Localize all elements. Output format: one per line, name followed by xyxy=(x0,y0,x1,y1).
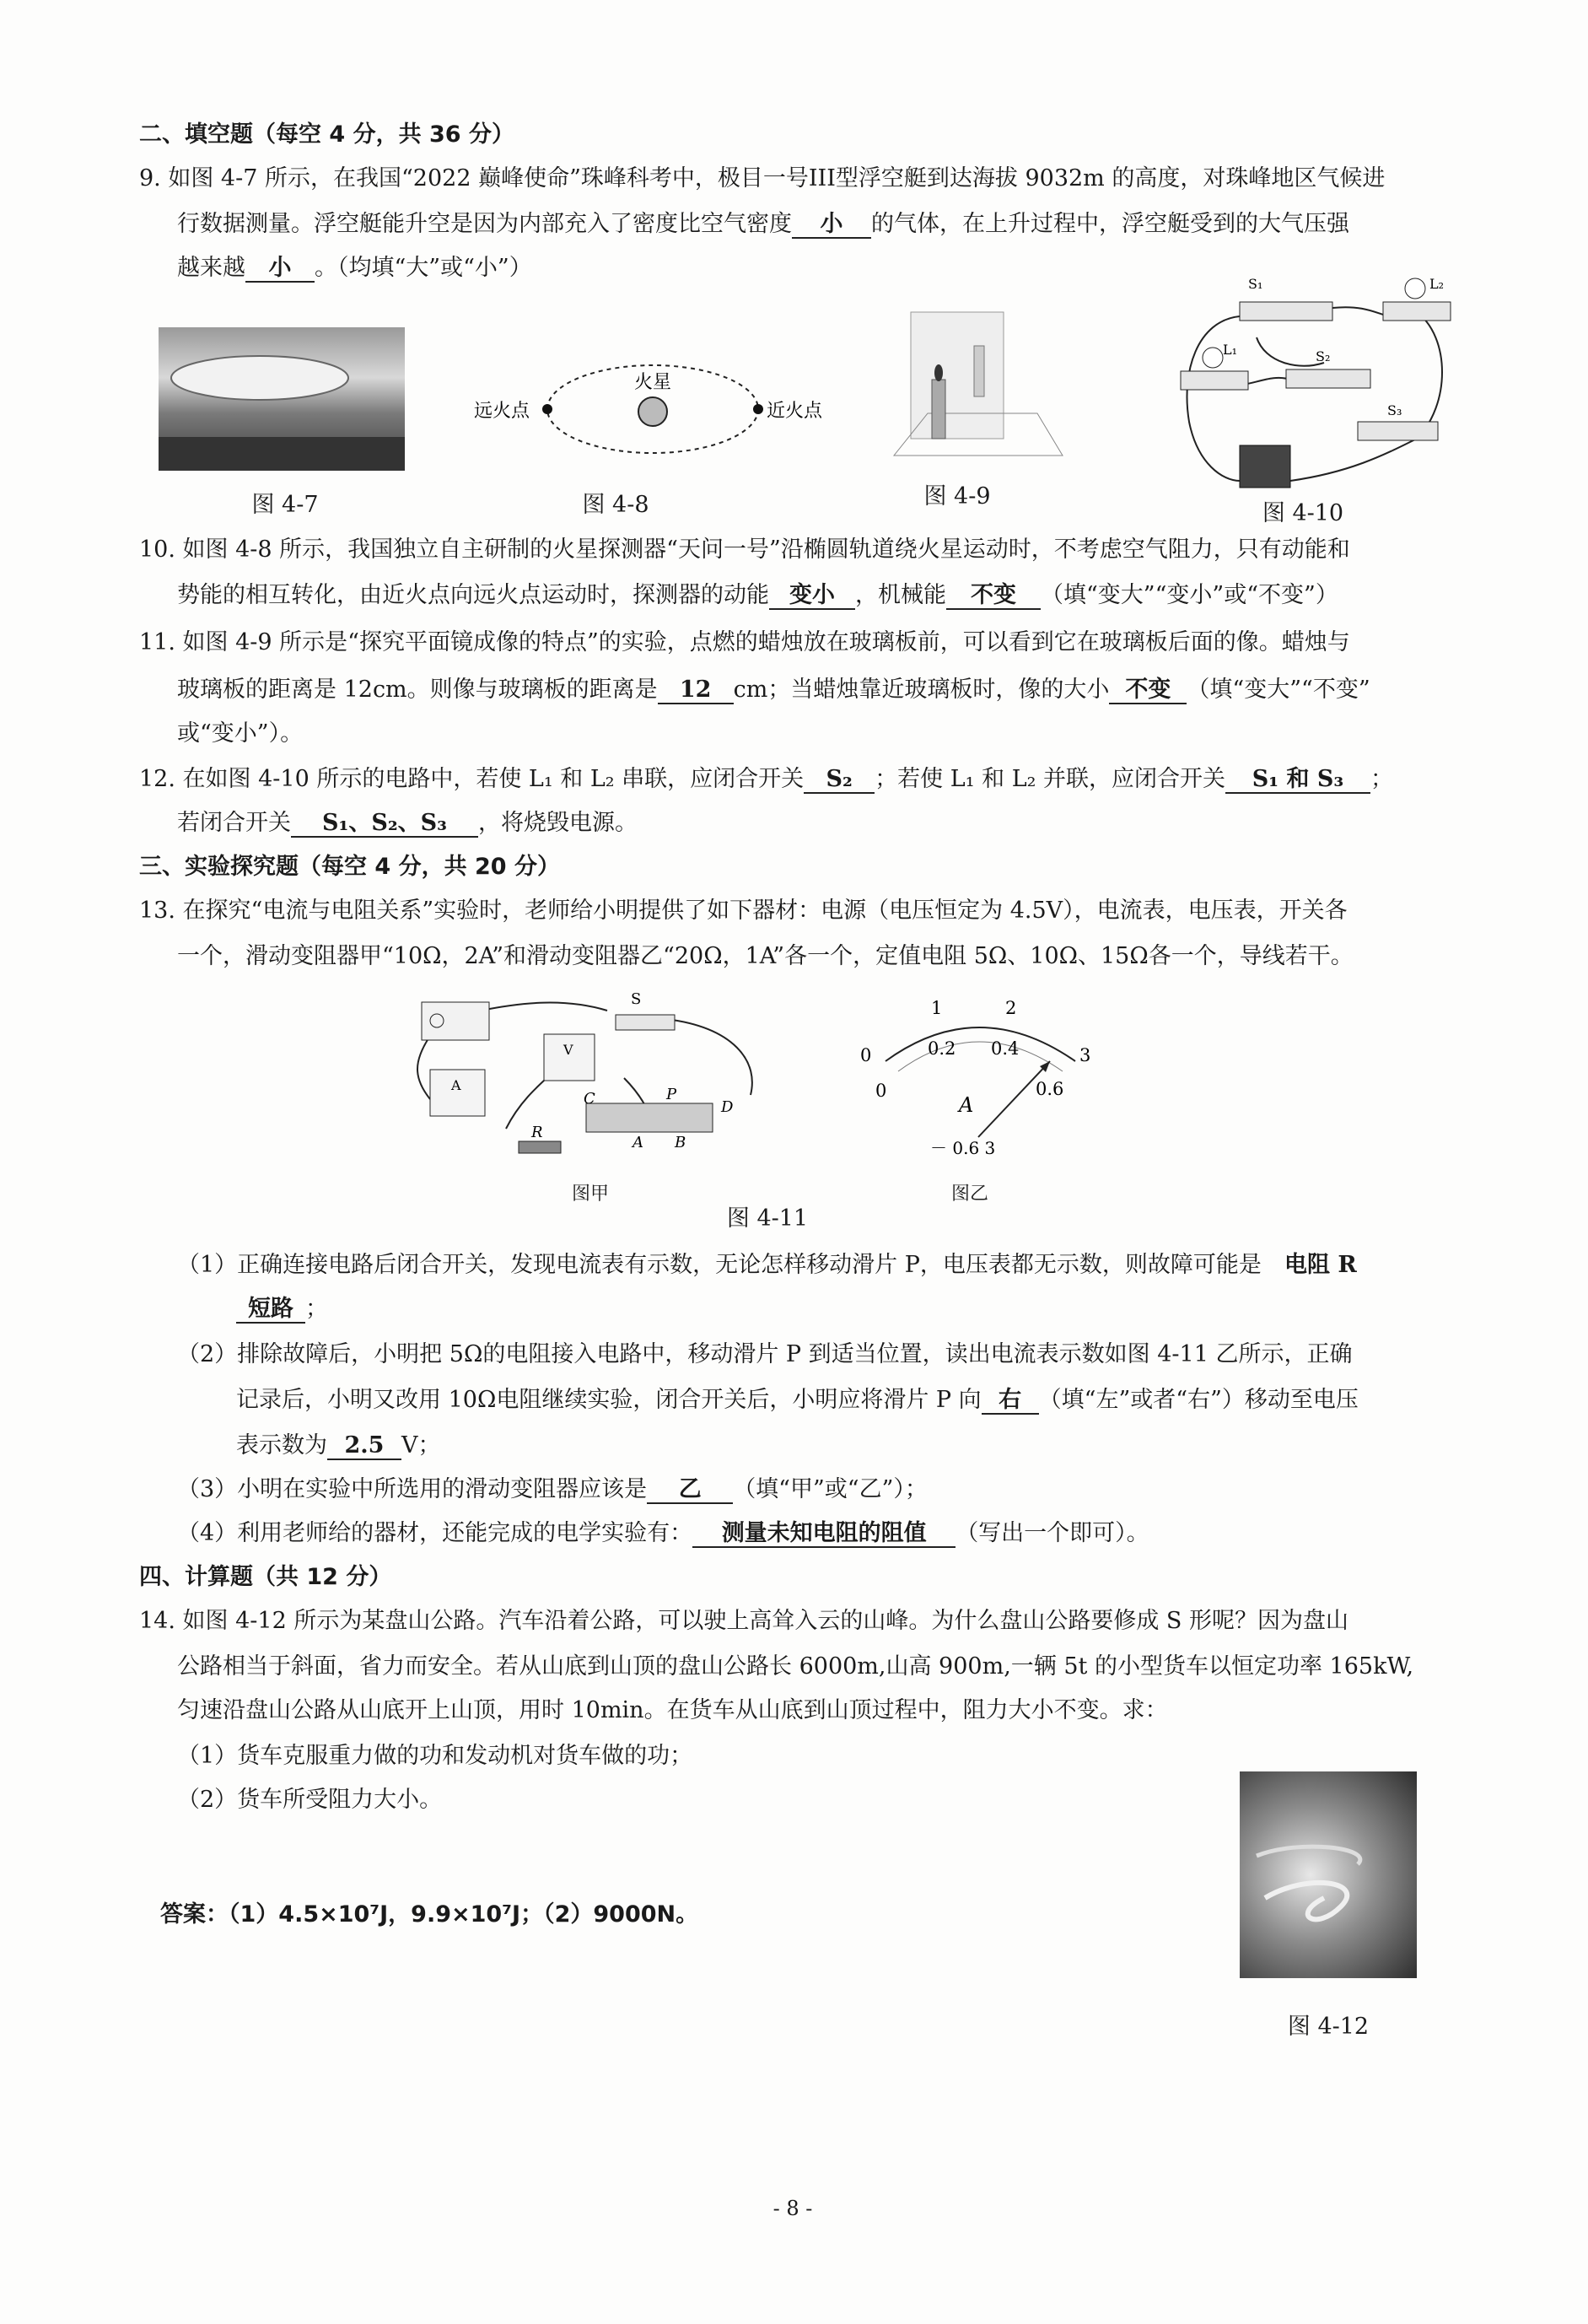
fig-4-8-caption: 图 4-8 xyxy=(582,492,649,518)
top-tick-2: 2 xyxy=(1005,998,1017,1018)
q13-part3: （3）小明在实验中所选用的滑动变阻器应该是 乙 （填“甲”或“乙”）； xyxy=(177,1476,928,1502)
terminal-a-label: A xyxy=(633,1134,643,1151)
bottom-tick-0: 0 xyxy=(875,1081,887,1101)
q11-line1: 11. 如图 4-9 所示是“探究平面镜成像的特点”的实验，点燃的蜡烛放在玻璃板前，可以看到它在玻璃板后面的像。蜡烛与 xyxy=(139,629,1350,655)
q14-line2: 公路相当于斜面，省力而安全。若从山底到山顶的盘山公路长 6000m,山高 900m,一辆 5t 的小型货车以恒定功率 165kW, xyxy=(177,1653,1414,1680)
ammeter-unit: A xyxy=(959,1093,974,1117)
airship-photo xyxy=(159,327,405,471)
mountain-road-photo xyxy=(1240,1771,1417,1978)
fig-4-10-caption: 图 4-10 xyxy=(1262,500,1344,526)
circuit-figure-jia xyxy=(396,985,767,1171)
fig-jia-caption: 图甲 xyxy=(571,1184,609,1205)
q9-answer1: 小 xyxy=(792,212,871,239)
q10-line1: 10. 如图 4-8 所示，我国独立自主研制的火星探测器“天问一号”沿椭圆轨道绕火星运动时，不考虑空气阻力，只有动能和 xyxy=(139,537,1350,563)
airship-image xyxy=(159,327,405,471)
q13-part4-answer: 测量未知电阻的阻值 xyxy=(692,1521,955,1548)
q13-line2: 一个，滑动变阻器甲“10Ω，2A”和滑动变阻器乙“20Ω，1A”各一个，定值电阻 5Ω、10Ω、15Ω各一个，导线若干。 xyxy=(177,943,1354,969)
q14-part1: （1）货车克服重力做的功和发动机对货车做的功； xyxy=(177,1743,693,1769)
q13-part1-line2: 短路 ； xyxy=(236,1294,328,1324)
q11-answer1: 12 xyxy=(658,677,734,704)
circuit-diagram xyxy=(1164,270,1451,498)
q13-line1: 13. 在探究“电流与电阻关系”实验时，老师给小明提供了如下器材：电源（电压恒定为 4.5V），电流表，电压表，开关各 xyxy=(139,898,1348,924)
far-point-label: 远火点 xyxy=(474,401,530,422)
ammeter-terminals: － 0.6 3 xyxy=(930,1138,996,1158)
q11-answer2: 不变 xyxy=(1109,677,1187,704)
bottom-tick-0-4: 0.4 xyxy=(991,1038,1020,1059)
orbit-diagram xyxy=(466,354,823,481)
ammeter-label: A xyxy=(451,1077,461,1093)
q13-part2-line3: 表示数为 2.5 V； xyxy=(236,1432,441,1459)
top-tick-0: 0 xyxy=(860,1045,872,1065)
q13-part4: （4）利用老师给的器材，还能完成的电学实验有： 测量未知电阻的阻值 （写出一个即可）。 xyxy=(177,1520,1149,1546)
q13-part3-answer: 乙 xyxy=(647,1477,733,1504)
switch-label: S xyxy=(631,990,642,1008)
top-tick-1: 1 xyxy=(931,998,943,1018)
resistor-label: R xyxy=(531,1124,543,1141)
section-experiment: 三、实验探究题（每空 4 分，共 20 分） xyxy=(139,854,560,880)
q13-part2-line1: （2）排除故障后，小明把 5Ω的电阻接入电路中，移动滑片 P 到适当位置，读出电流表示数如图 4-11 乙所示，正确 xyxy=(177,1341,1353,1367)
q14-line1: 14. 如图 4-12 所示为某盘山公路。汽车沿着公路，可以驶上高耸入云的山峰。为什么盘山公路要修成 S 形呢？因为盘山 xyxy=(139,1608,1349,1634)
top-tick-3: 3 xyxy=(1079,1045,1091,1065)
q12-line1: 12. 在如图 4-10 所示的电路中，若使 L₁ 和 L₂ 串联，应闭合开关 S₂ ；若使 L₁ 和 L₂ 并联，应闭合开关 S₁ 和 S₃ ； xyxy=(139,766,1394,792)
fig-4-9-caption: 图 4-9 xyxy=(923,483,991,510)
mirror-candle-diagram xyxy=(894,312,1063,472)
mars-label: 火星 xyxy=(634,372,672,393)
slider-label: P xyxy=(666,1086,677,1103)
q12-answer1: S₂ xyxy=(804,767,875,794)
q13-part1-answer-a: 电阻 R xyxy=(1284,1252,1357,1278)
mountain-road-image xyxy=(1240,1771,1417,1978)
terminal-d-label: D xyxy=(721,1098,734,1116)
q11-line2: 玻璃板的距离是 12cm。则像与玻璃板的距离是 12 cm；当蜡烛靠近玻璃板时，像的大小 不变 （填“变大”“不变” xyxy=(177,677,1370,703)
bottom-tick-0-6: 0.6 xyxy=(1036,1079,1064,1099)
fig-4-11-caption: 图 4-11 xyxy=(726,1205,809,1232)
bottom-tick-0-2: 0.2 xyxy=(928,1038,956,1059)
q9-line2: 行数据测量。浮空艇能升空是因为内部充入了密度比空气密度 小 的气体，在上升过程中，浮空艇受到的大气压强 xyxy=(177,211,1349,237)
q13-part2-answer1: 右 xyxy=(982,1388,1039,1415)
q9-line3: 越来越 小 。（均填“大”或“小”） xyxy=(177,255,532,281)
q13-part1-answer-b: 短路 xyxy=(236,1297,305,1324)
q12-line2: 若闭合开关 S₁、S₂、S₃ ，将烧毁电源。 xyxy=(177,810,638,836)
q13-part2-answer2: 2.5 xyxy=(327,1433,401,1460)
terminal-b-label: B xyxy=(675,1134,686,1151)
answer-line: 答案：（1）4.5×10⁷J，9.9×10⁷J；（2）9000N。 xyxy=(160,1901,699,1928)
s2-label: S₂ xyxy=(1316,348,1331,364)
section-fill-in: 二、填空题（每空 4 分，共 36 分） xyxy=(139,121,514,148)
q11-line3: 或“变小”）。 xyxy=(177,720,304,747)
l2-label: L₂ xyxy=(1429,276,1445,292)
s3-label: S₃ xyxy=(1387,402,1402,418)
fig-yi-caption: 图乙 xyxy=(950,1184,988,1205)
l1-label: L₁ xyxy=(1223,342,1238,358)
q13-part2-line2: 记录后，小明又改用 10Ω电阻继续实验，闭合开关后，小明应将滑片 P 向 右 （填“左”或者“右”）移动至电压 xyxy=(236,1387,1359,1413)
fig-4-7-caption: 图 4-7 xyxy=(251,492,319,518)
q9-answer2: 小 xyxy=(245,256,315,283)
q10-line2: 势能的相互转化，由近火点向远火点运动时，探测器的动能 变小 ，机械能 不变 （填“变大”“变小”或“不变”） xyxy=(177,582,1338,608)
q10-answer1: 变小 xyxy=(769,583,855,610)
fig-4-12-caption: 图 4-12 xyxy=(1287,2014,1370,2040)
terminal-c-label: C xyxy=(584,1090,595,1108)
q13-part1-line1: （1）正确连接电路后闭合开关，发现电流表有示数，无论怎样移动滑片 P，电压表都无示数，则故障可能是 电阻 R xyxy=(177,1250,1380,1281)
q12-answer2: S₁ 和 S₃ xyxy=(1225,767,1370,794)
section-calculation: 四、计算题（共 12 分） xyxy=(139,1564,392,1590)
voltmeter-label: V xyxy=(563,1042,573,1058)
q10-answer2: 不变 xyxy=(946,583,1041,610)
q14-part2: （2）货车所受阻力大小。 xyxy=(177,1787,443,1813)
q14-line3: 匀速沿盘山公路从山底开上山顶，用时 10min。在货车从山底到山顶过程中，阻力大小不变。求： xyxy=(177,1697,1168,1723)
page-number: - 8 - xyxy=(772,2197,813,2220)
near-point-label: 近火点 xyxy=(767,401,823,422)
s1-label: S₁ xyxy=(1248,276,1263,292)
ammeter-dial xyxy=(852,994,1105,1162)
q12-answer3: S₁、S₂、S₃ xyxy=(291,811,478,838)
q9-line1: 9. 如图 4-7 所示，在我国“2022 巅峰使命”珠峰科考中，极目一号III型浮空艇到达海拔 9032m 的高度，对珠峰地区气候进 xyxy=(139,165,1386,191)
